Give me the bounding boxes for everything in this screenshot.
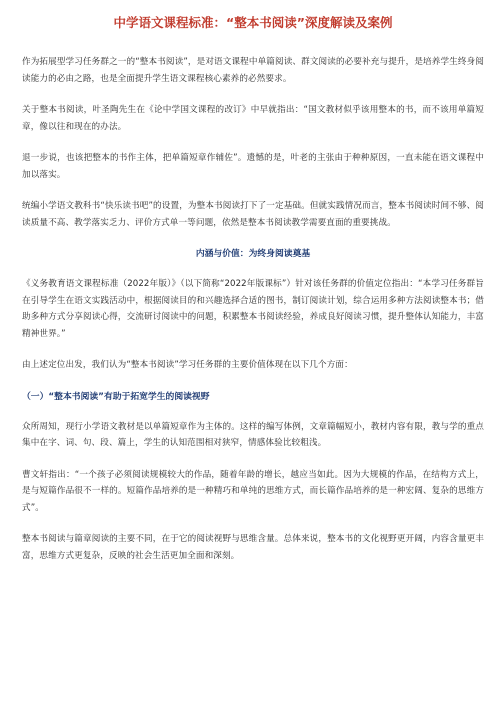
document-title: 中学语文课程标准：“整本书阅读”深度解读及案例 xyxy=(113,15,393,30)
paragraph-cao-wenxuan: 曹文轩指出：“一个孩子必须阅读规模较大的作品，随着年龄的增长，越应当如此。因为大规模的作品，在结构方式上，是与短篇作品很不一样的。短篇作品培养的是一种精巧和单纯的思维方式，而长篇作品培养的是一种宏阔、复杂的思维方式”。 xyxy=(22,469,484,513)
paragraph-step-back: 退一步说，也该把整本的书作主体，把单篇短章作辅佐”。遗憾的是，叶老的主张由于种种原因，一直未能在语文课程中加以落实。 xyxy=(22,153,484,180)
paragraph-value-intro: 由上述定位出发，我们认为“整本书阅读”学习任务群的主要价值体现在以下几个方面： xyxy=(22,360,353,370)
paragraph-curriculum-standard: 《义务教育语文课程标准（2022年版）》（以下简称“2022年版课标”）针对该任务群的价值定位指出：“本学习任务群旨在引导学生在语文实践活动中，根据阅读目的和兴趣选择合适的图书，制订阅读计划，综合运用多种方法阅读整本书；借助多种方式分享阅读心得，交流研讨阅读中的问题，积累整本书阅读经验，养成良好阅读习惯，提升整体认知能力，丰富精神世界。” xyxy=(22,279,484,339)
sub-heading-one: （一）“整本书阅读”有助于拓宽学生的阅读视野 xyxy=(22,391,210,402)
section-heading: 内涵与价值：为终身阅读奠基 xyxy=(195,249,311,259)
paragraph-textbook: 众所周知，现行小学语文教材是以单篇短章作为主体的。这样的编写体例，文章篇幅短小，教材内容有限，教与学的重点集中在字、词、句、段、篇上，学生的认知范围相对狭窄，情感体验比较粗浅。 xyxy=(22,421,484,448)
paragraph-ye-shengtao-quote: 关于整本书阅读，叶圣陶先生在《论中学国文课程的改订》中早就指出：“国文教材似乎该用整本的书，而不该用单篇短章，像以往和现在的办法。 xyxy=(22,105,484,132)
paragraph-difference: 整本书阅读与篇章阅读的主要不同，在于它的阅读视野与思维含量。总体来说，整本书的文化视野更开阔，内容含量更丰富，思维方式更复杂，反映的社会生活更加全面和深刻。 xyxy=(22,534,484,561)
paragraph-intro: 作为拓展型学习任务群之一的“整本书阅读”，是对语文课程中单篇阅读、群文阅读的必要补充与提升，是培养学生终身阅读能力的必由之路，也是全面提升学生语文课程核心素养的必然要求。 xyxy=(22,57,484,84)
paragraph-happy-reading: 统编小学语文教科书“快乐读书吧”的设置，为整本书阅读打下了一定基础。但就实践情况而言，整本书阅读时间不够、阅读质量不高、教学落实乏力、评价方式单一等问题，依然是整本书阅读教学需要直面的重要挑战。 xyxy=(22,201,484,228)
